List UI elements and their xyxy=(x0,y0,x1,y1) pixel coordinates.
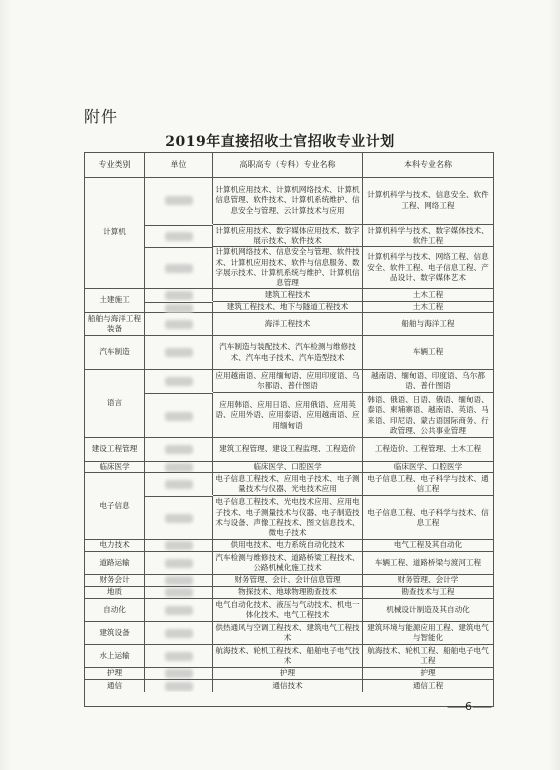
college-majors-cell: 护理 xyxy=(213,668,363,679)
sub-row xyxy=(213,540,493,551)
table-row xyxy=(85,540,493,552)
category-cell: 护理 xyxy=(85,668,145,679)
sub-row xyxy=(213,177,493,224)
page-number: —— 6 —— xyxy=(447,700,490,713)
redaction-blur xyxy=(165,514,193,523)
undergrad-majors-cell: 计算机科学与技术、信息安全、软件工程、网络工程 xyxy=(367,190,489,210)
redaction-blur xyxy=(165,445,193,454)
sub-row xyxy=(213,392,493,438)
undergrad-majors-cell: 电子信息工程、电子科学与技术、信息工程 xyxy=(367,507,489,527)
undergrad-majors-cell: 财务管理、会计学 xyxy=(397,575,459,585)
college-majors-cell: 汽车制造与装配技术、汽车检测与维修技术、汽车电子技术、汽车造型技术 xyxy=(213,336,363,369)
redaction-blur xyxy=(165,304,193,313)
college-majors-cell: 计算机应用技术、计算机网络技术、计算机信息管理、软件技术、计算机系统维护、信息安全与管理、云计算技术与应用 xyxy=(213,177,363,224)
sub-row xyxy=(213,313,493,335)
sub-row xyxy=(213,495,493,540)
redaction-blur xyxy=(165,588,193,597)
header-college-majors: 高职高专（专科）专业名称 xyxy=(213,153,363,177)
page-title: 2019年直接招收士官招收专业计划 xyxy=(165,134,395,150)
redaction-blur xyxy=(165,480,193,489)
table-row xyxy=(85,462,493,473)
college-majors-cell: 计算机网络技术、信息安全与管理、软件技术、计算机应用技术、软件与信息服务、数字展示技术、计算机系统与维护、计算机信息管理 xyxy=(213,247,363,289)
unit-cell-redacted xyxy=(145,289,213,301)
table-row xyxy=(85,177,493,289)
redaction-blur xyxy=(165,652,193,661)
redaction-blur xyxy=(165,196,193,205)
unit-cell-redacted xyxy=(145,575,213,586)
table-row xyxy=(85,313,493,336)
header-unit: 单位 xyxy=(145,153,213,177)
table-row xyxy=(85,599,493,622)
undergrad-majors-cell: 建筑环境与能源应用工程、建筑电气与智能化 xyxy=(367,622,489,642)
college-majors-cell: 临床医学、口腔医学 xyxy=(213,462,363,472)
unit-cell-redacted xyxy=(145,225,213,247)
college-majors-cell: 应用越南语、应用缅甸语、应用印度语、乌尔都语、普什图语 xyxy=(213,370,363,392)
sub-row xyxy=(213,224,493,247)
sub-row xyxy=(213,645,493,667)
redaction-blur xyxy=(165,412,193,421)
category-cell: 自动化 xyxy=(85,599,145,621)
college-majors-cell: 物探技术、地球物理勘查技术 xyxy=(213,587,363,598)
sub-row xyxy=(213,301,493,313)
redaction-blur xyxy=(165,320,193,329)
unit-cell-redacted xyxy=(145,177,213,224)
undergrad-majors-cell: 计算机科学与技术、网络工程、信息安全、软件工程、电子信息工程、产品设计、数字媒体艺术 xyxy=(367,252,489,283)
sub-row xyxy=(213,473,493,495)
college-majors-cell: 电子信息工程技术、光电技术应用、应用电子技术、电子测量技术与仪器、电子制造技术与设备、声像工程技术、图文信息技术、微电子技术 xyxy=(213,496,363,540)
unit-cell-redacted xyxy=(145,247,213,289)
unit-cell-redacted xyxy=(145,668,213,679)
sub-row xyxy=(213,246,493,289)
redaction-blur xyxy=(165,377,193,386)
unit-cell-redacted xyxy=(145,587,213,598)
sub-row xyxy=(213,668,493,679)
sub-row xyxy=(213,336,493,369)
table-row xyxy=(85,587,493,599)
sub-row xyxy=(213,552,493,574)
category-cell: 土建施工 xyxy=(85,289,145,312)
college-majors-cell: 电子信息工程技术、应用电子技术、电子测量技术与仪器、光电技术应用 xyxy=(213,473,363,495)
undergrad-majors-cell: 车辆工程 xyxy=(412,347,444,357)
college-majors-cell: 计算机应用技术、数字媒体应用技术、数字展示技术、软件技术 xyxy=(213,225,363,247)
sub-row xyxy=(213,599,493,621)
college-majors-cell: 电气自动化技术、液压与气动技术、机电一体化技术、电气工程技术 xyxy=(213,599,363,621)
undergrad-majors-cell: 勘查技术与工程 xyxy=(401,587,455,597)
unit-cell-redacted xyxy=(145,473,213,495)
unit-cell-redacted xyxy=(145,496,213,540)
unit-cell-redacted xyxy=(145,645,213,667)
redaction-blur xyxy=(165,606,193,615)
redaction-blur xyxy=(165,576,193,585)
undergrad-majors-cell: 航海技术、轮机工程、船舶电子电气工程 xyxy=(367,645,489,665)
unit-cell-redacted xyxy=(145,599,213,621)
sub-row xyxy=(213,438,493,461)
sub-row xyxy=(213,680,493,692)
undergrad-majors-cell: 船舶与海洋工程 xyxy=(401,318,455,328)
undergrad-majors-cell: 护理 xyxy=(420,668,436,678)
unit-cell-redacted xyxy=(145,552,213,574)
college-majors-cell: 汽车检测与维修技术、道路桥梁工程技术、公路机械化施工技术 xyxy=(213,552,363,574)
table-row xyxy=(85,552,493,575)
category-cell: 电力技术 xyxy=(85,540,145,551)
undergrad-majors-cell: 越南语、缅甸语、印度语、乌尔都语、普什图语 xyxy=(371,370,485,390)
college-majors-cell: 航海技术、轮机工程技术、船舶电子电气技术 xyxy=(213,645,363,667)
category-cell: 电子信息 xyxy=(85,473,145,539)
category-cell: 汽车制造 xyxy=(85,336,145,369)
undergrad-majors-cell: 临床医学、口腔医学 xyxy=(393,462,463,471)
redaction-blur xyxy=(165,463,193,472)
category-cell: 船舶与海洋工程装备 xyxy=(85,313,145,335)
table-row xyxy=(85,336,493,370)
sub-row xyxy=(213,370,493,392)
unit-cell-redacted xyxy=(145,622,213,644)
college-majors-cell: 海洋工程技术 xyxy=(213,313,363,335)
unit-cell-redacted xyxy=(145,540,213,551)
table-row xyxy=(85,575,493,587)
unit-cell-redacted xyxy=(145,393,213,438)
table-row xyxy=(85,645,493,668)
category-cell: 水上运输 xyxy=(85,645,145,667)
table-row xyxy=(85,438,493,462)
redaction-blur xyxy=(165,541,193,550)
unit-cell-redacted xyxy=(145,370,213,392)
category-cell: 道路运输 xyxy=(85,552,145,574)
sub-row xyxy=(213,575,493,586)
category-cell: 临床医学 xyxy=(85,462,145,472)
table-row xyxy=(85,473,493,540)
undergrad-majors-cell: 电子信息工程、电子科学与技术、通信工程 xyxy=(367,473,489,493)
sub-row xyxy=(213,462,493,472)
attachment-label: 附件 xyxy=(84,107,119,126)
redaction-blur xyxy=(165,682,193,691)
table-row xyxy=(85,680,493,692)
college-majors-cell: 财务管理、会计、会计信息管理 xyxy=(213,575,363,586)
sub-row xyxy=(213,289,493,301)
redaction-blur xyxy=(165,232,193,241)
unit-cell-redacted xyxy=(145,336,213,369)
category-cell: 财务会计 xyxy=(85,575,145,586)
category-cell: 建筑设备 xyxy=(85,622,145,644)
category-cell: 建设工程管理 xyxy=(85,438,145,461)
unit-cell-redacted xyxy=(145,438,213,461)
category-cell: 通信 xyxy=(85,680,145,692)
unit-cell-redacted xyxy=(145,462,213,472)
undergrad-majors-cell: 车辆工程、道路桥梁与渡河工程 xyxy=(374,557,482,567)
category-cell: 语言 xyxy=(85,370,145,437)
table-row xyxy=(85,668,493,680)
college-majors-cell: 应用韩语、应用日语、应用俄语、应用英语、应用外语、应用泰语、应用越南语、应用缅甸语 xyxy=(213,393,363,438)
plan-table xyxy=(84,152,494,707)
redaction-blur xyxy=(165,669,193,678)
redaction-blur xyxy=(165,348,193,357)
undergrad-majors-cell: 通信工程 xyxy=(412,680,444,690)
header-category: 专业类别 xyxy=(85,153,145,177)
college-majors-cell: 供热通风与空调工程技术、建筑电气工程技术 xyxy=(213,622,363,644)
college-majors-cell: 通信技术 xyxy=(213,680,363,692)
college-majors-cell: 建筑工程技术 xyxy=(213,289,363,301)
undergrad-majors-cell: 韩语、俄语、日语、俄语、缅甸语、泰语、柬埔寨语、越南语、英语、马来语、印尼语、蒙古语国际商务、行政管理、公共事业管理 xyxy=(367,394,489,435)
table-header xyxy=(85,153,493,178)
undergrad-majors-cell: 计算机科学与技术、数字媒体技术、软件工程 xyxy=(367,225,489,245)
undergrad-majors-cell: 机械设计制造及其自动化 xyxy=(386,604,470,614)
undergrad-majors-cell: 电气工程及其自动化 xyxy=(393,540,463,550)
table-row xyxy=(85,289,493,313)
undergrad-majors-cell: 工程造价、工程管理、土木工程 xyxy=(374,444,482,454)
category-cell: 地质 xyxy=(85,587,145,598)
table-row xyxy=(85,622,493,645)
redaction-blur xyxy=(165,264,193,273)
redaction-blur xyxy=(165,629,193,638)
redaction-blur xyxy=(165,291,193,300)
unit-cell-redacted xyxy=(145,302,213,313)
table-row xyxy=(85,370,493,438)
undergrad-majors-cell: 土木工程 xyxy=(412,289,444,299)
sub-row xyxy=(213,622,493,644)
unit-cell-redacted xyxy=(145,313,213,335)
college-majors-cell: 供用电技术、电力系统自动化技术 xyxy=(213,540,363,551)
category-cell: 计算机 xyxy=(85,177,145,288)
redaction-blur xyxy=(165,559,193,568)
header-undergrad-majors: 本科专业名称 xyxy=(404,159,452,169)
college-majors-cell: 建筑工程管理、建设工程监理、工程造价 xyxy=(213,438,363,461)
college-majors-cell: 建筑工程技术、地下与隧道工程技术 xyxy=(213,302,363,313)
undergrad-majors-cell: 土木工程 xyxy=(412,302,444,312)
sub-row xyxy=(213,587,493,598)
unit-cell-redacted xyxy=(145,680,213,692)
